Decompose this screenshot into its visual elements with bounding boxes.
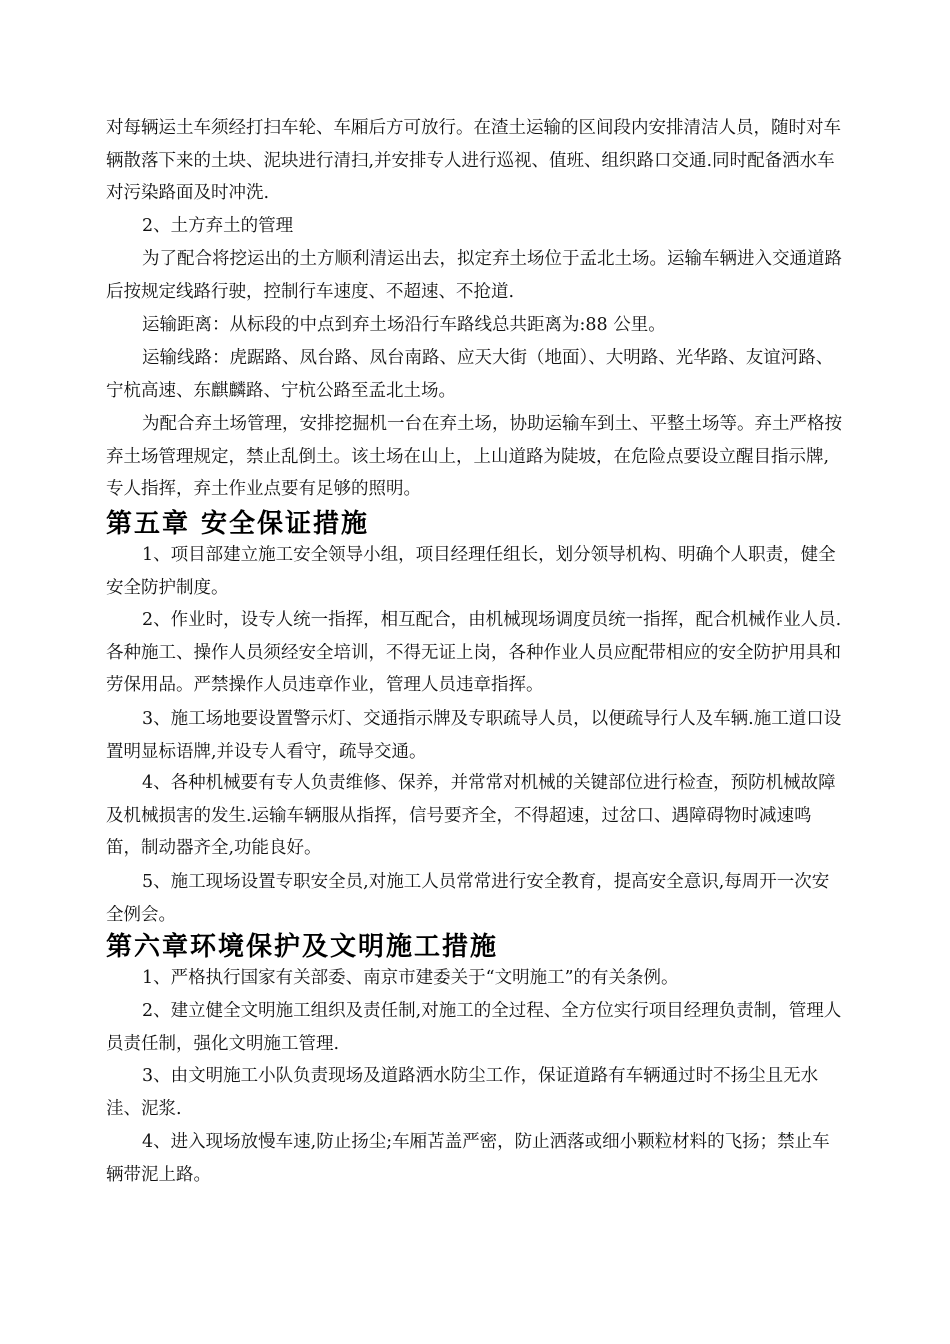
chapter-5-item-1: 1、项目部建立施工安全领导小组，项目经理任组长，划分领导机构、明确个人职责，健全安全防护制度。 <box>106 545 836 598</box>
chapter-5-item-3: 3、施工场地要设置警示灯、交通指示牌及专职疏导人员，以便疏导行人及车辆.施工道口设置明显标语牌,并设专人看守，疏导交通。 <box>106 709 842 762</box>
chapter-6-item-1: 1、严格执行国家有关部委、南京市建委关于“文明施工”的有关条例。 <box>142 968 679 988</box>
chapter-5-item-4: 4、各种机械要有专人负责维修、保养，并常常对机械的关键部位进行检查，预防机械故障及机械损害的发生.运输车辆服从指挥，信号要齐全，不得超速，过岔口、遇障碍物时减速鸣笛，制动器齐全,功能良好。 <box>106 773 836 858</box>
section-2-paragraph-2: 运输距离：从标段的中点到弃土场沿行车路线总共距离为:88 公里。 <box>142 315 666 335</box>
chapter-6-item-3: 3、由文明施工小队负责现场及道路洒水防尘工作，保证道路有车辆通过时不扬尘且无水洼、泥浆. <box>106 1066 819 1119</box>
chapter-6-item-4: 4、进入现场放慢车速,防止扬尘;车厢苫盖严密，防止洒落或细小颗粒材料的飞扬；禁止车辆带泥上路。 <box>106 1132 830 1185</box>
chapter-6-heading: 第六章环境保护及文明施工措施 <box>106 932 499 962</box>
chapter-5-item-2: 2、作业时，设专人统一指挥，相互配合，由机械现场调度员统一指挥，配合机械作业人员.各种施工、操作人员须经安全培训，不得无证上岗，各种作业人员应配带相应的安全防护用具和劳保用品。严禁操作人员违章作业，管理人员违章指挥。 <box>106 610 842 695</box>
section-2-paragraph-1: 为了配合将挖运出的土方顺利清运出去，拟定弃土场位于孟北土场。运输车辆进入交通道路后按规定线路行驶，控制行车速度、不超速、不抢道. <box>106 249 842 302</box>
section-2-paragraph-3: 运输线路：虎踞路、凤台路、凤台南路、应天大街（地面）、大明路、光华路、友谊河路、宁杭高速、东麒麟路、宁杭公路至孟北土场。 <box>106 348 834 401</box>
chapter-5-heading: 第五章 安全保证措施 <box>106 509 370 539</box>
chapter-6-item-2: 2、建立健全文明施工组织及责任制,对施工的全过程、全方位实行项目经理负责制，管理人员责任制，强化文明施工管理. <box>106 1001 842 1054</box>
section-2-paragraph-4: 为配合弃土场管理，安排挖掘机一台在弃土场，协助运输车到土、平整土场等。弃土严格按弃土场管理规定，禁止乱倒土。该土场在山上，上山道路为陡坡，在危险点要设立醒目指示牌,专人指挥，弃土作业点要有足够的照明。 <box>106 414 842 499</box>
chapter-5-item-5: 5、施工现场设置专职安全员,对施工人员常常进行安全教育，提高安全意识,每周开一次安全例会。 <box>106 872 830 925</box>
intro-paragraph: 对每辆运土车须经打扫车轮、车厢后方可放行。在渣土运输的区间段内安排清洁人员，随时对车辆散落下来的土块、泥块进行清扫,并安排专人进行巡视、值班、组织路口交通.同时配备洒水车对污染路面及时冲洗. <box>106 118 841 203</box>
section-2-title: 2、土方弃土的管理 <box>142 216 294 236</box>
